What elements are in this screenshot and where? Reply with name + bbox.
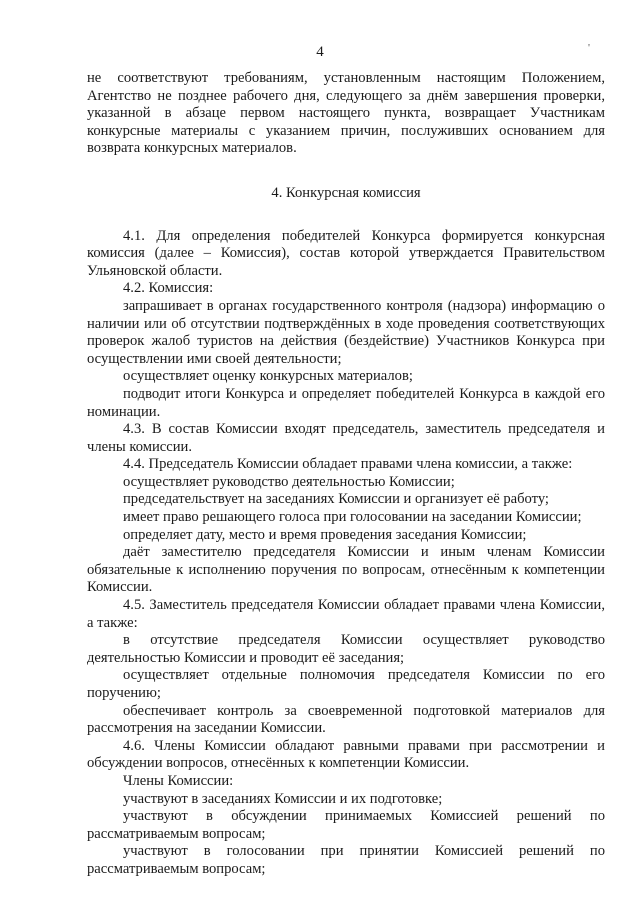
paragraph: осуществляет оценку конкурсных материалов;: [123, 368, 413, 385]
paragraph: 4.5. Заместитель председателя Комиссии обладает правами члена Комиссии, а также:: [87, 597, 605, 631]
paragraph: имеет право решающего голоса при голосовании на заседании Комиссии;: [123, 509, 582, 526]
paragraph: участвуют в голосовании при принятии Комиссией решений по рассматриваемым вопросам;: [87, 843, 605, 877]
paragraph: 4.3. В состав Комиссии входят председатель, заместитель председателя и члены комиссии.: [87, 421, 605, 455]
paragraph: председательствует на заседаниях Комиссии и организует её работу;: [123, 491, 549, 508]
paragraph: запрашивает в органах государственного контроля (надзора) информацию о наличии или об отсутствии подтверждённых в ходе проведения соответствующих проверок жалоб туристов на действия (бездействие) Участников Конкурса при осуществлении ими своей деятельности;: [87, 297, 605, 367]
corner-mark: ': [588, 42, 590, 54]
paragraph: 4.1. Для определения победителей Конкурса формируется конкурсная комиссия (далее – Комиссия), состав которой утверждается Правительством Ульяновской области.: [87, 227, 605, 279]
section-heading: 4. Конкурсная комиссия: [271, 184, 421, 201]
paragraph: обеспечивает контроль за своевременной подготовкой материалов для рассмотрения на заседании Комиссии.: [87, 702, 605, 737]
paragraph: осуществляет отдельные полномочия председателя Комиссии по его поручению;: [87, 667, 605, 701]
paragraph: в отсутствие председателя Комиссии осуществляет руководство деятельностью Комиссии и проводит её заседания;: [87, 632, 605, 666]
paragraph: Члены Комиссии:: [123, 772, 234, 789]
paragraph: участвуют в обсуждении принимаемых Комиссией решений по рассматриваемым вопросам;: [87, 808, 605, 842]
paragraph: даёт заместителю председателя Комиссии и иным членам Комиссии обязательные к исполнению поручения по вопросам, отнесённым к компетенции Комиссии.: [87, 544, 605, 596]
paragraph: 4.4. Председатель Комиссии обладает правами члена комиссии, а также:: [123, 456, 573, 473]
section-paragraphs: [87, 228, 605, 879]
paragraph: участвуют в заседаниях Комиссии и их подготовке;: [123, 790, 443, 807]
paragraph: осуществляет руководство деятельностью Комиссии;: [123, 473, 455, 490]
paragraph: 4.2. Комиссия:: [123, 280, 214, 297]
page-number: 4: [316, 44, 324, 60]
paragraph: подводит итоги Конкурса и определяет победителей Конкурса в каждой его номинации.: [87, 385, 605, 420]
paragraph: 4.6. Члены Комиссии обладают равными правами при рассмотрении и обсуждении вопросов, отнесённых к компетенции Комиссии.: [87, 737, 605, 772]
paragraph: определяет дату, место и время проведения заседания Комиссии;: [123, 526, 527, 543]
paragraph-continuation: не соответствуют требованиям, установленным настоящим Положением, Агентство не позднее рабочего дня, следующего за днём завершения проверки, указанной в абзаце первом настоящего пункта, возвращает Участникам конкурсные материалы с указанием причин, послуживших основанием для возврата конкурсных материалов.: [87, 70, 605, 157]
document-body: [87, 70, 605, 879]
